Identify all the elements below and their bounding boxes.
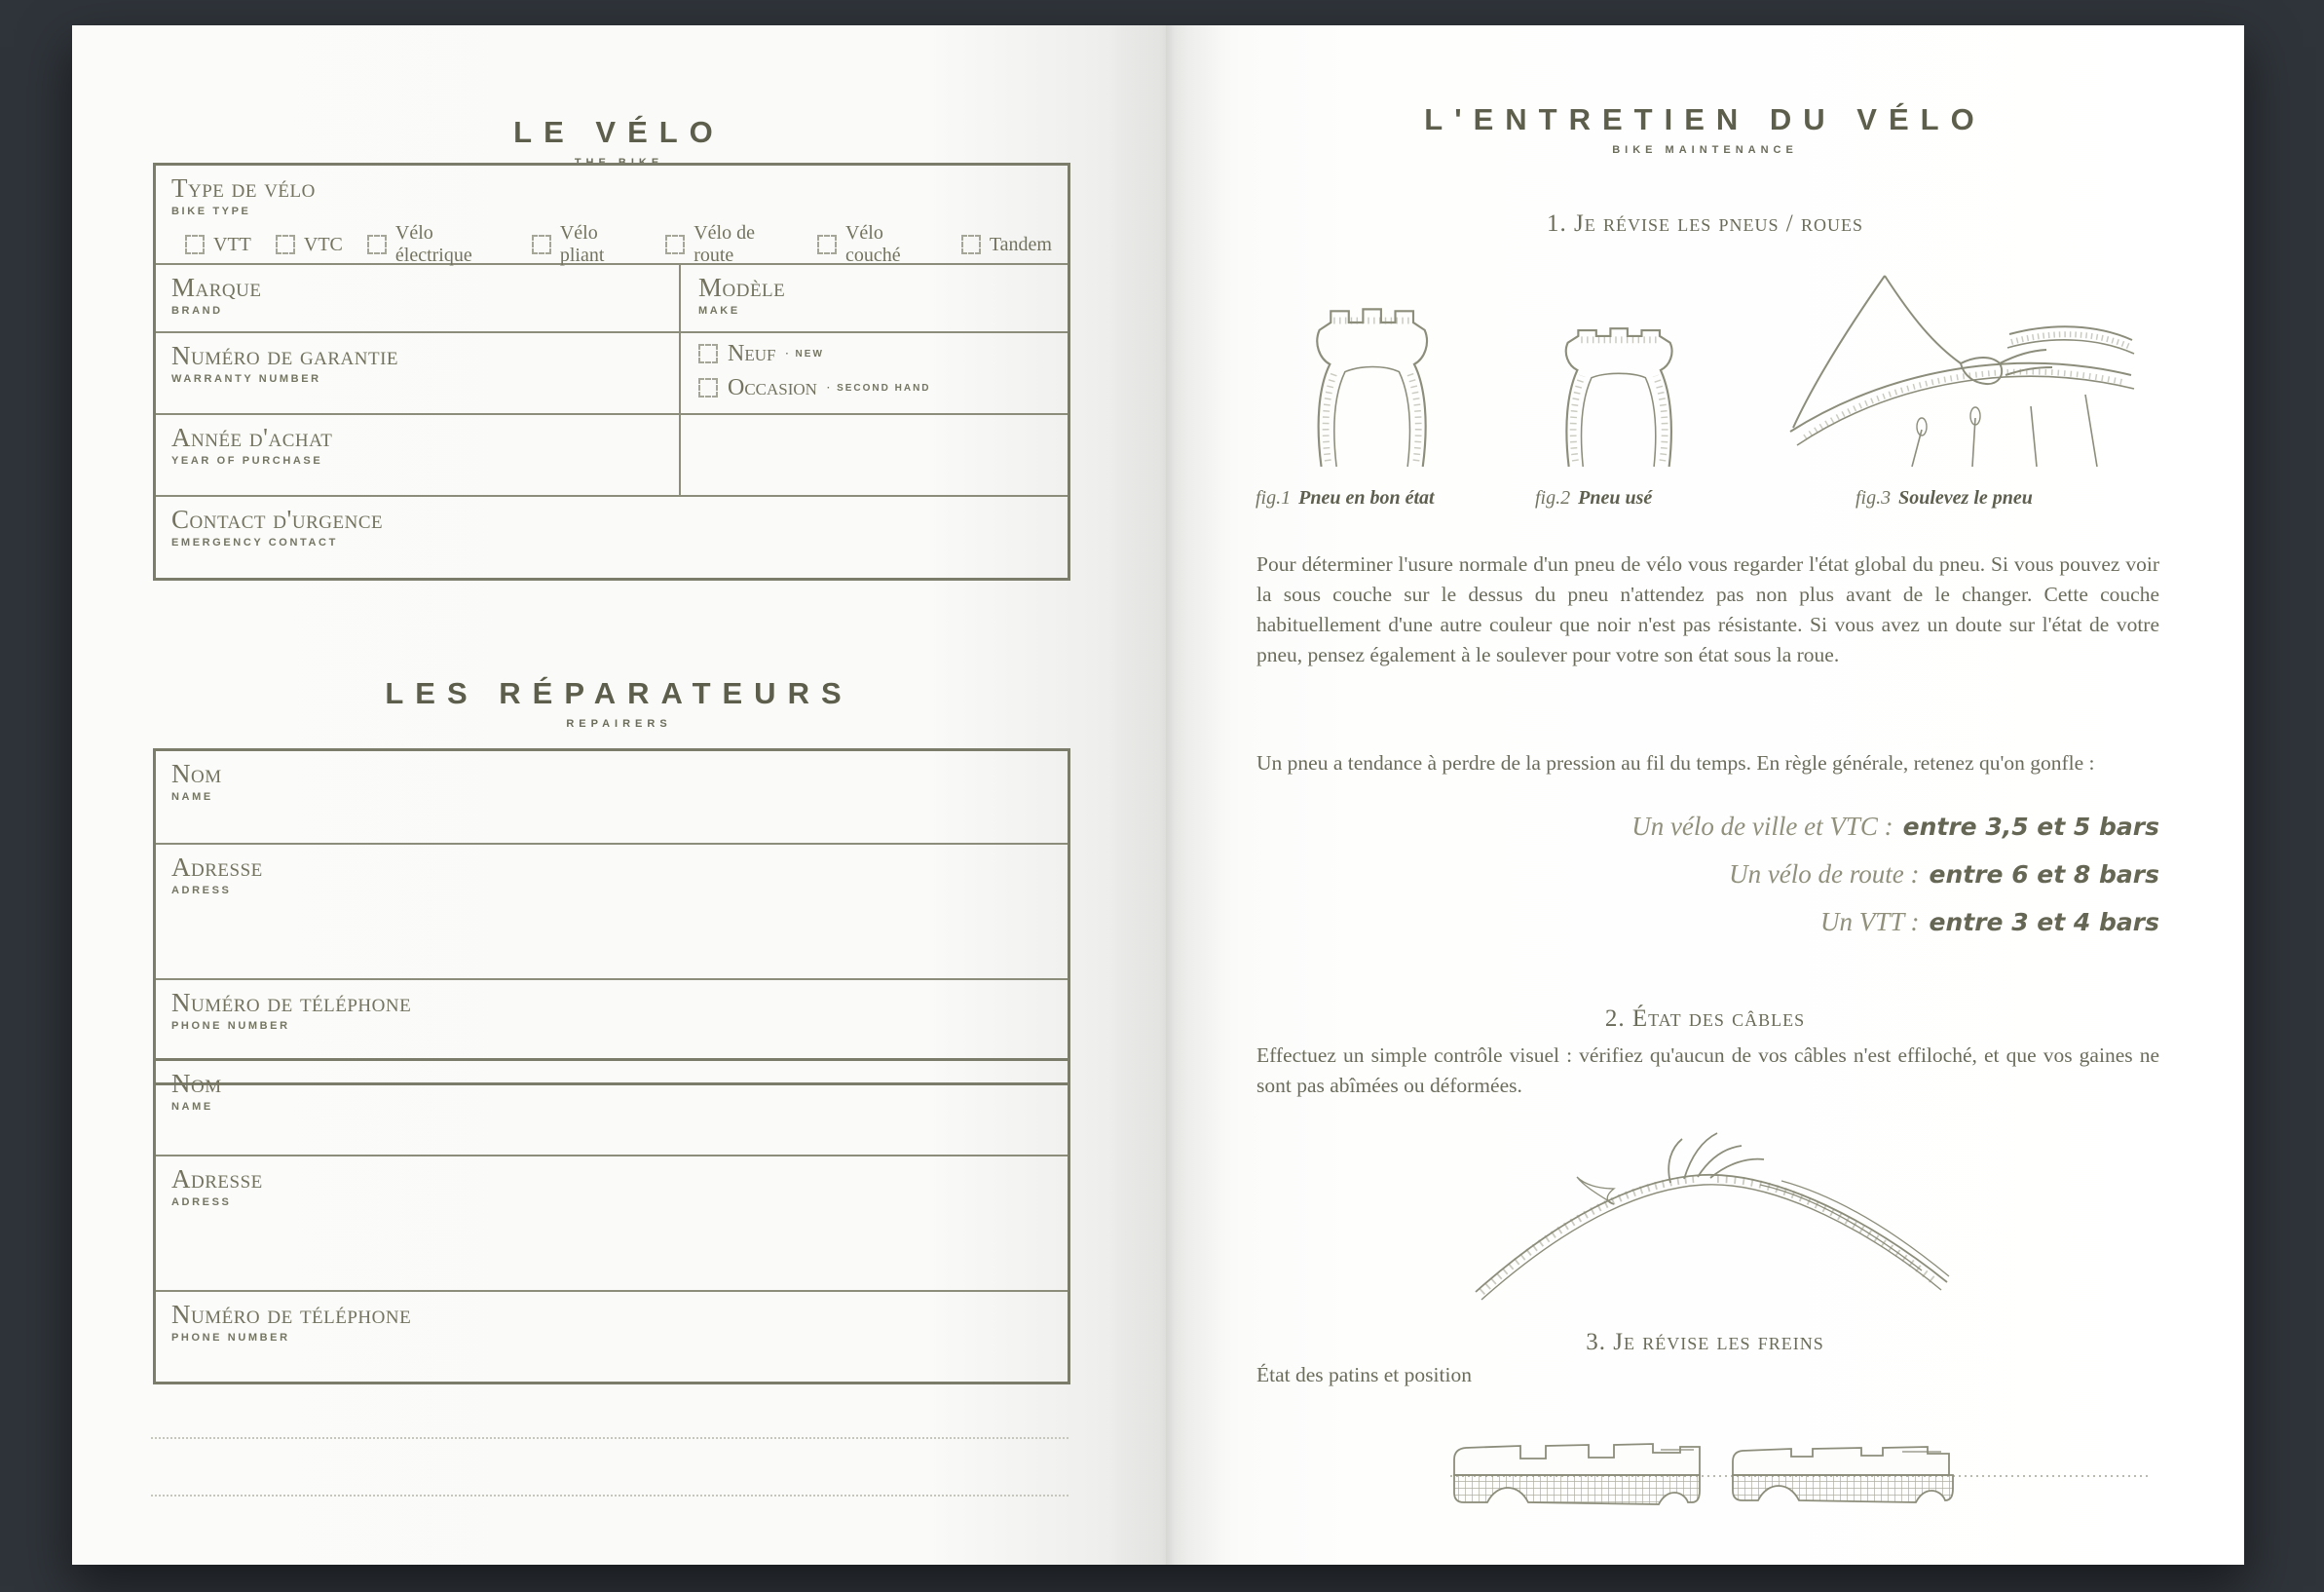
option-vtt [185, 234, 251, 256]
tire-worn-illustration [1518, 300, 1729, 467]
field-label: Marque [171, 273, 262, 302]
repairers-title: LES RÉPARATEURS [385, 676, 853, 710]
option-label: Tandem [989, 233, 1052, 255]
pressure-item [1256, 900, 2159, 948]
field-sublabel: ADRESS [171, 885, 232, 896]
maintenance-header [1166, 102, 2244, 156]
checkbox-occasion[interactable] [698, 378, 718, 398]
fig-caption: Pneu usé [1578, 487, 1653, 509]
bike-type-options [185, 222, 1052, 267]
checkbox-vtc[interactable] [276, 235, 295, 254]
field-sublabel: NAME [171, 791, 213, 803]
option-sublabel: · NEW [785, 348, 824, 360]
field-label: Numéro de téléphone [171, 1300, 412, 1329]
checkbox-velo-electrique[interactable] [367, 235, 387, 254]
field-year [171, 425, 332, 467]
pressure-bike: Un vélo de route : [1729, 859, 1920, 889]
section2-heading: 2. État des câbles [1604, 1005, 1806, 1032]
field-label: Nom [171, 759, 222, 788]
option-label: Vélo de route [693, 222, 755, 266]
bike-form [153, 163, 1070, 581]
repairers-section-header [72, 676, 1166, 730]
maintenance-title: L'ENTRETIEN DU VÉLO [1424, 102, 1986, 136]
pressure-item [1256, 805, 2159, 853]
field-phone [171, 1302, 411, 1344]
checkbox-velo-pliant[interactable] [532, 235, 551, 254]
field-address [171, 854, 263, 896]
field-label: Numéro de téléphone [171, 988, 412, 1017]
field-label: Contact d'urgence [171, 505, 384, 534]
pressure-paragraph: Un pneu a tendance à perdre de la pression au fil du temps. En règle générale, retenez qu'on gonfle : [1256, 751, 2095, 775]
field-phone [171, 990, 411, 1032]
field-warranty [171, 343, 398, 385]
field-label: Adresse [171, 853, 263, 882]
lift-tire-illustration [1776, 274, 2138, 467]
option-neuf [698, 342, 824, 365]
field-emergency-contact [171, 507, 383, 549]
field-label: Année d'achat [171, 423, 333, 452]
figure-tire-good [1268, 286, 1486, 467]
option-velo-de-route [665, 222, 793, 267]
field-sublabel: EMERGENCY CONTACT [171, 537, 338, 549]
field-sublabel: BIKE TYPE [171, 206, 251, 217]
field-label: Numéro de garantie [171, 341, 399, 370]
pressure-bike: Un VTT : [1819, 907, 1920, 936]
field-sublabel: PHONE NUMBER [171, 1020, 290, 1032]
fig-number: fig.2 [1535, 487, 1571, 509]
field-sublabel: YEAR OF PURCHASE [171, 455, 323, 467]
field-sublabel: MAKE [698, 305, 740, 317]
fig-number: fig.1 [1256, 487, 1292, 509]
notes-line [151, 1437, 1068, 1439]
field-label: Modèle [698, 273, 786, 302]
fig-caption: Soulevez le pneu [1898, 487, 2033, 509]
checkbox-tandem[interactable] [961, 235, 981, 254]
bike-subtitle: THE BIKE [574, 157, 664, 169]
option-label: Vélo électrique [394, 222, 472, 266]
form-divider [156, 495, 1068, 497]
option-label: VTT [213, 233, 251, 255]
form-divider [156, 331, 1068, 333]
field-bike-type [171, 175, 316, 217]
checkbox-velo-couche[interactable] [817, 235, 837, 254]
form-divider [156, 1155, 1068, 1156]
option-velo-electrique [367, 222, 507, 267]
figure-tire-worn [1518, 300, 1729, 467]
field-address [171, 1166, 263, 1208]
tire-paragraph: Pour déterminer l'usure normale d'un pneu de vélo vous regarder l'état global du pneu. Si vous pouvez voir la sous couche sur le dessus du pneu n'attendez pas non plus avant de le changer. Cette couche habituellement d'une autre couleur que noir n'est pas résistante. Si vous avez un doute sur l'état de votre pneu, pensez également à le soulever pour votre son état sous la roue. [1256, 552, 2159, 666]
field-label: Nom [171, 1069, 222, 1098]
option-occasion [698, 376, 931, 399]
field-name [171, 1071, 222, 1113]
checkbox-vtt[interactable] [185, 235, 205, 254]
pressure-value: entre 3,5 et 5 bars [1902, 813, 2159, 841]
fig-caption: Pneu en bon état [1298, 487, 1435, 509]
bike-title: LE VÉLO [513, 115, 725, 149]
option-label: Vélo couché [844, 222, 901, 266]
form-divider [156, 843, 1068, 845]
figure-frayed-cable [1468, 1128, 1955, 1313]
form-divider [156, 1290, 1068, 1292]
book-spread [72, 25, 2244, 1565]
checkbox-velo-de-route[interactable] [665, 235, 685, 254]
field-label: Type de vélo [171, 173, 316, 203]
brakes-paragraph: État des patins et position [1256, 1363, 1472, 1386]
option-sublabel: · SECOND HAND [826, 382, 931, 394]
notes-line [151, 1495, 1068, 1497]
form-divider [156, 978, 1068, 980]
field-sublabel: NAME [171, 1101, 213, 1113]
left-page [72, 25, 1166, 1565]
figure-brake-pads [1448, 1430, 2154, 1528]
form-divider [679, 263, 681, 495]
pressure-bike: Un vélo de ville et VTC : [1631, 812, 1893, 841]
option-vtc [276, 234, 343, 256]
option-tandem [961, 234, 1052, 256]
repairer-form-1 [153, 748, 1070, 1085]
cables-paragraph: Effectuez un simple contrôle visuel : vérifiez qu'aucun de vos câbles n'est effiloché, et que vos gaines ne sont pas abîmées ou déformées. [1256, 1043, 2159, 1097]
section3-heading: 3. Je révise les freins [1586, 1329, 1824, 1355]
checkbox-neuf[interactable] [698, 344, 718, 363]
option-label: VTC [303, 233, 343, 255]
option-velo-pliant [532, 222, 641, 267]
field-sublabel: BRAND [171, 305, 223, 317]
pressure-list [1256, 805, 2159, 948]
caption-fig3 [1855, 487, 2033, 510]
option-label: Neuf [728, 341, 776, 366]
caption-fig2 [1535, 487, 1652, 510]
figure-lift-tire [1776, 274, 2138, 467]
repairers-subtitle: REPAIRERS [566, 718, 672, 730]
caption-fig1 [1256, 487, 1435, 510]
frayed-cable-illustration [1468, 1128, 1955, 1313]
pressure-item [1256, 853, 2159, 900]
right-page [1166, 25, 2244, 1565]
field-label: Adresse [171, 1164, 263, 1194]
field-sublabel: ADRESS [171, 1196, 232, 1208]
field-name [171, 761, 222, 803]
option-label: Occasion [728, 375, 817, 400]
field-sublabel: PHONE NUMBER [171, 1332, 290, 1344]
fig-number: fig.3 [1855, 487, 1892, 509]
form-divider [156, 413, 1068, 415]
repairer-form-2 [153, 1058, 1070, 1384]
pressure-value: entre 6 et 8 bars [1929, 860, 2159, 889]
tire-good-illustration [1268, 286, 1486, 467]
field-sublabel: WARRANTY NUMBER [171, 373, 321, 385]
option-label: Vélo pliant [559, 222, 605, 266]
brake-pads-illustration [1448, 1430, 2154, 1528]
bike-section-header [72, 115, 1166, 169]
maintenance-subtitle: BIKE MAINTENANCE [1612, 144, 1798, 156]
field-brand [171, 275, 261, 317]
section1-heading: 1. Je révise les pneus / roues [1547, 210, 1863, 237]
field-model [698, 275, 785, 317]
pressure-value: entre 3 et 4 bars [1929, 908, 2159, 936]
option-velo-couche [817, 222, 937, 267]
